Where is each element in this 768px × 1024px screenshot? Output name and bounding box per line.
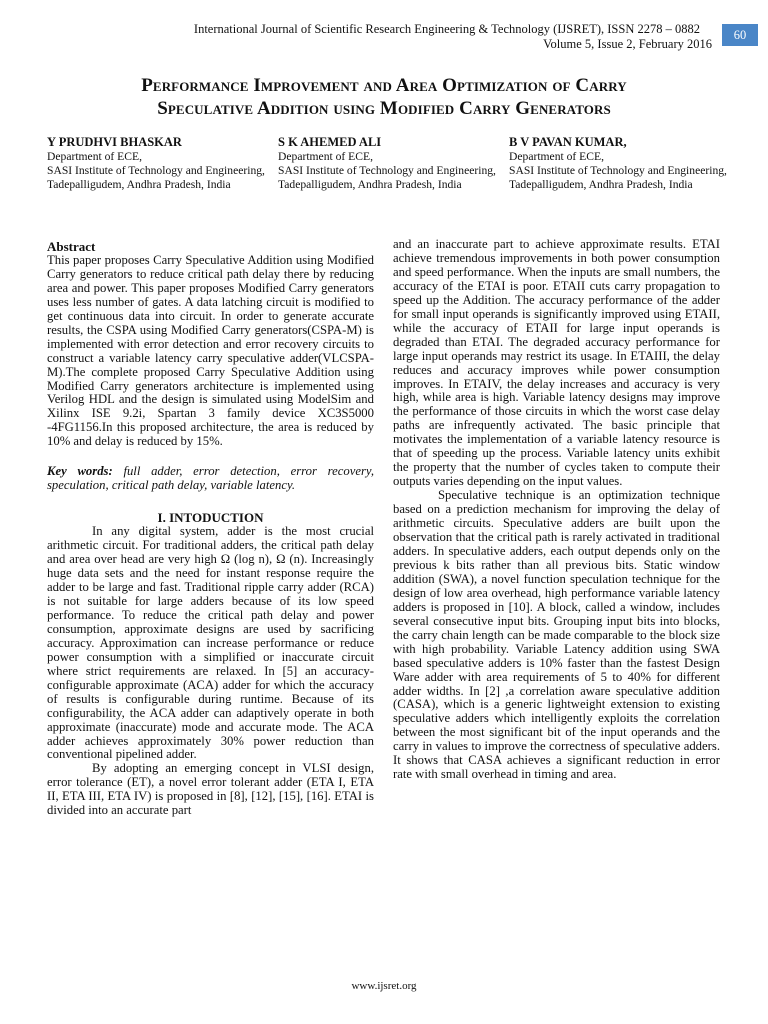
title-line-2: Speculative Addition using Modified Carry Generators bbox=[157, 98, 611, 119]
author-name: Y PRUDHVI BHASKAR bbox=[47, 135, 182, 149]
author-institution: SASI Institute of Technology and Engineering, bbox=[47, 164, 265, 177]
author-location: Tadepalligudem, Andhra Pradesh, India bbox=[47, 178, 231, 191]
author-block-2 bbox=[278, 135, 500, 192]
right-column bbox=[393, 238, 720, 782]
author-department: Department of ECE, bbox=[509, 150, 604, 163]
author-block-1 bbox=[47, 135, 269, 192]
intro-paragraph-2: By adopting an emerging concept in VLSI design, error tolerance (ET), a novel error tolerant adder (ETA I, ETA II, ETA III, ETA IV) is proposed in [8], [12], [15], [16]. ETAI is divided into an accurate part bbox=[47, 761, 374, 818]
author-institution: SASI Institute of Technology and Engineering, bbox=[278, 164, 496, 177]
title-line-1: Performance Improvement and Area Optimization of Carry bbox=[141, 75, 627, 96]
author-location: Tadepalligudem, Andhra Pradesh, India bbox=[509, 178, 693, 191]
keywords bbox=[47, 465, 374, 493]
issue-line: Volume 5, Issue 2, February 2016 bbox=[543, 37, 712, 51]
intro-paragraph-4: Speculative technique is an optimization technique based on a prediction mechanism for improving the delay of arithmetic circuits. Speculative adders are built upon the observation that the critical path is rarely activated in traditional adders. In speculative adders, each output depends only on the previous k bits rather than all previous bits. Static window addition (SWA), a novel function speculation technique for the design of low area overhead, high performance variable latency adders is proposed in [10]. A block, called a window, includes several consecutive input bits. Grouping input bits into blocks, the carry chain length can be made comparable to the block size with high probability. Variable Latency addition using SWA based speculative adders is 10% faster than the fastest Design Ware adder with area requirements of 5 to 40% for different adder widths. In [2] ,a correlation aware speculative addition (CASA), which is a generic lightweight extension to existing speculative adders which intelligently exploits the correlation between the most significant bit of the input operands and the carry in values to improve the correctness of speculative adders. It shows that CASA achieves a significant reduction in error rate with small overhead in timing and area. bbox=[393, 488, 720, 782]
intro-paragraph-1: In any digital system, adder is the most crucial arithmetic circuit. For traditional adders, the critical path delay and area over head are very high Ω (log n), Ω (n). Increasingly huge data sets and the need for instant response require the adder to be large and fast. Traditional ripple carry adder (RCA) is not suitable for large adders because of its low speed performance. To reduce the critical path delay and power consumption, approximate designs are used by sacrificing accuracy. Approximation can increase performance or reduce power consumption with a simplified or inaccurate circuit where strict requirements are relaxed. In [5] an accuracy-configurable approximate (ACA) adder for which the accuracy of results is configurable during runtime. Because of its configurability, the ACA adder can adaptively operate in both approximate (inaccurate) mode and accurate mode. The ACA adder achieves approximately 30% power reduction than conventional pipelined adder. bbox=[47, 524, 374, 762]
abstract-text: This paper proposes Carry Speculative Addition using Modified Carry generators to reduce critical path delay there by reducing area and power. This paper proposes Modified Carry generators uses less number of gates. A data latching circuit is modified to get continuous data into circuit. In order to generate accurate results, the CSPA using Modified Carry generators(CSPA-M) is implemented with error detection and error recovery circuits to construct a variable latency carry speculative adder(VLCSPA-M).The complete proposed Carry Speculative Addition using Modified Carry generators architecture is implemented using Verilog HDL and the design is simulated using ModelSim and Xilinx ISE 9.2i, Spartan 3 family device XC3S5000 -4FG1156.In this proposed architecture, the area is reduced by 10% and delay is reduced by 15%. bbox=[47, 252, 374, 449]
author-department: Department of ECE, bbox=[47, 150, 142, 163]
keywords-text: full adder, error detection, error recovery, speculation, critical path delay, variable latency. bbox=[47, 464, 375, 493]
paper-title bbox=[40, 74, 728, 120]
author-name: B V PAVAN KUMAR, bbox=[509, 135, 627, 149]
footer-url: www.ijsret.org bbox=[351, 980, 417, 992]
left-column bbox=[47, 240, 374, 818]
journal-header-line: International Journal of Scientific Research Engineering & Technology (IJSRET), ISSN 2278 – 0882 bbox=[193, 22, 700, 36]
page-number-badge: 60 bbox=[722, 24, 758, 46]
abstract-heading: Abstract bbox=[47, 239, 96, 254]
author-institution: SASI Institute of Technology and Engineering, bbox=[509, 164, 727, 177]
section-heading-introduction: I. INTODUCTION bbox=[157, 510, 264, 526]
author-block-3 bbox=[509, 135, 731, 192]
intro-paragraph-3: and an inaccurate part to achieve approximate results. ETAI achieve tremendous improvements in both power consumption and speed performance. When the inputs are small numbers, the accuracy of the ETAI is poor. ETAII cuts carry propagation to speed up the Addition. The accuracy performance of the adder for small input operands is significantly improved using ETAII, while the accuracy of ETAII for large input operands is degraded than ETAI. The degraded accuracy performance for large input operands may restrict its usage. In ETAIII, the delay reduces and accuracy improves while power consumption improves. In ETAIV, the delay increases and accuracy is very high, while area is high. Variable latency designs may improve the performance of those circuits in which the worst case delay paths are infrequently activated. The basic principle that motivates the implementation of a variable latency resource is that of speeding up the process. Variable latency units exhibit the property that the number of cycles taken to compute their outputs varies depending on the input values. bbox=[393, 237, 720, 489]
author-department: Department of ECE, bbox=[278, 150, 373, 163]
author-location: Tadepalligudem, Andhra Pradesh, India bbox=[278, 178, 462, 191]
author-name: S K AHEMED ALI bbox=[278, 135, 382, 149]
keywords-label: Key words: bbox=[47, 464, 113, 479]
